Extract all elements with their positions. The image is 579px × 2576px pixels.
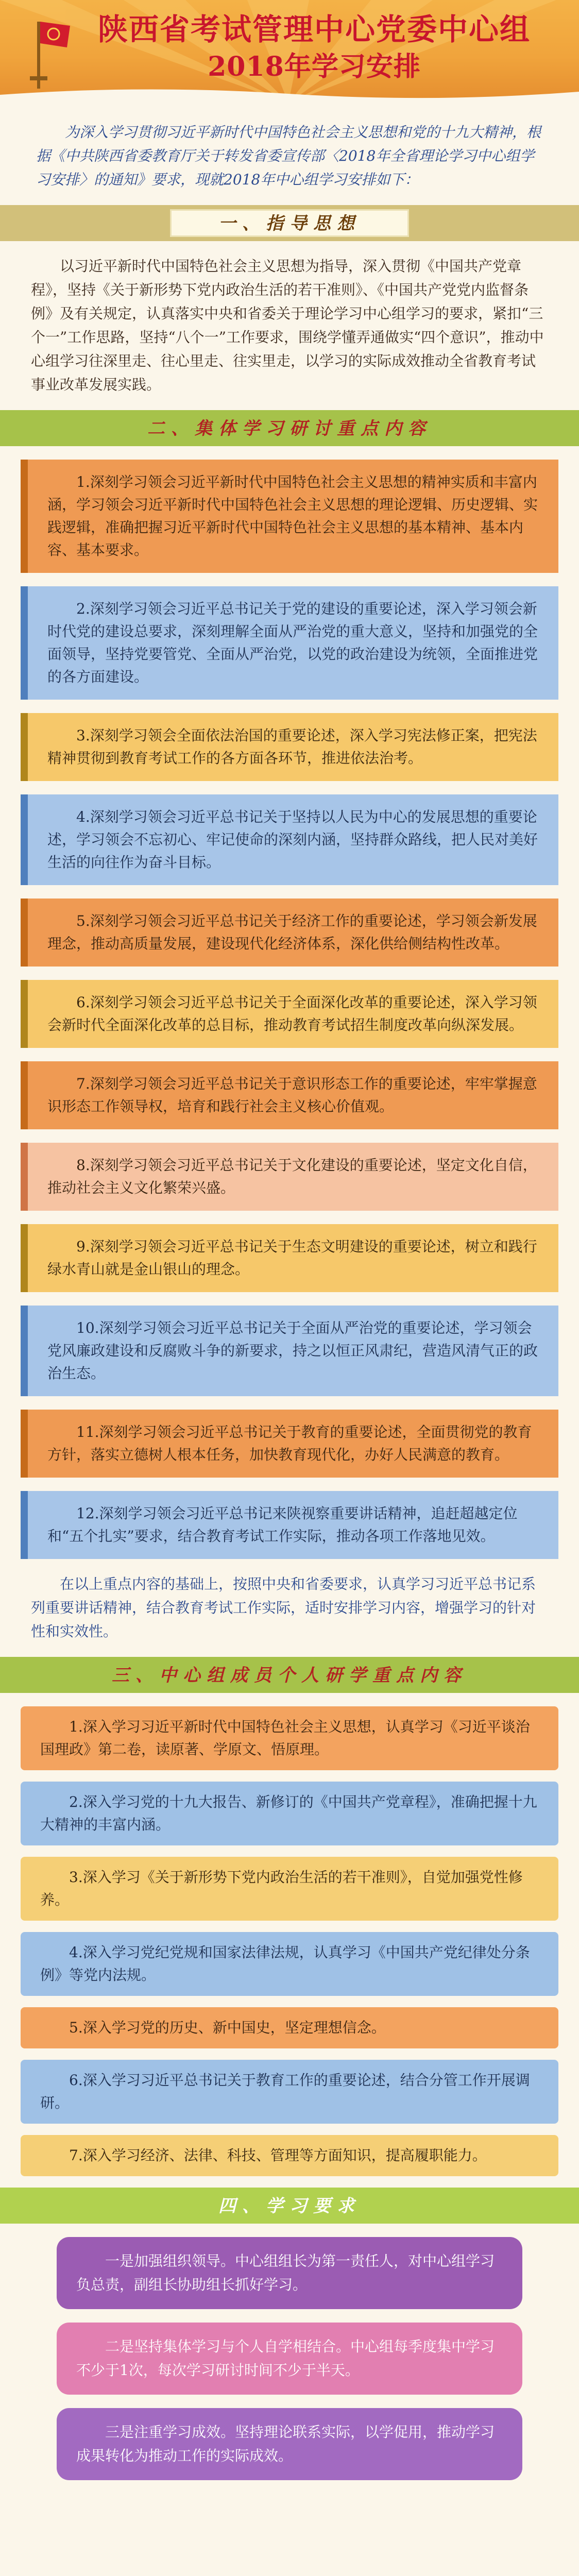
individual-item: 2.深入学习党的十九大报告、新修订的《中国共产党章程》，准确把握十九大精神的丰富内涵。: [21, 1782, 558, 1845]
page-subtitle: 2018年学习安排: [208, 51, 421, 82]
collective-item: 4.深刻学习领会习近平总书记关于坚持以人民为中心的发展思想的重要论述，学习领会不忘初心、牢记使命的深刻内涵，坚持群众路线，把人民对美好生活的向往作为奋斗目标。: [21, 794, 558, 885]
section-title: 二、集体学习研讨重点内容: [147, 418, 432, 439]
section-title: 三、中心组成员个人研学重点内容: [112, 1665, 467, 1686]
individual-item: 6.深入学习习近平总书记关于教育工作的重要论述，结合分管工作开展调研。: [21, 2060, 558, 2124]
collective-item: 2.深刻学习领会习近平总书记关于党的建设的重要论述，深入学习领会新时代党的建设总要求，深刻理解全面从严治党的重大意义，坚持和加强党的全面领导，坚持党要管党、全面从严治党，以党的政治建设为统领，全面推进党的各方面建设。: [21, 586, 558, 700]
collective-item: 6.深刻学习领会习近平总书记关于全面深化改革的重要论述，深入学习领会新时代全面深化改革的总目标，推动教育考试招生制度改革向纵深发展。: [21, 980, 558, 1048]
guiding-paragraph: 以习近平新时代中国特色社会主义思想为指导，深入贯彻《中国共产党章程》，坚持《关于新形势下党内政治生活的若干准则》、《中国共产党党内监督条例》及有关规定，认真落实中央和省委关于理论学习中心组学习的要求，紧扣“三个一”工作思路，坚持“八个一”工作要求，围绕学懂弄通做实“四个意识”，推动中心组学习往深里走、往心里走、往实里走，以学习的实际成效推动全省教育考试事业改革发展实践。: [31, 258, 544, 393]
individual-item: 5.深入学习党的历史、新中国史，坚定理想信念。: [21, 2007, 558, 2048]
header-wave-decoration: [0, 84, 579, 103]
party-emblem-icon: [9, 11, 71, 89]
individual-item: 3.深入学习《关于新形势下党内政治生活的若干准则》，自觉加强党性修养。: [21, 1857, 558, 1921]
collective-note: 在以上重点内容的基础上，按照中央和省委要求，认真学习习近平总书记系列重要讲话精神，结合教育考试工作实际，适时安排学习内容，增强学习的针对性和实效性。: [31, 1575, 536, 1640]
section-title: 一、指导思想: [218, 213, 361, 234]
collective-item: 3.深刻学习领会全面依法治国的重要论述，深入学习宪法修正案，把宪法精神贯彻到教育考试工作的各方面各环节，推进依法治考。: [21, 713, 558, 781]
individual-item: 4.深入学习党纪党规和国家法律法规，认真学习《中国共产党纪律处分条例》等党内法规。: [21, 1932, 558, 1996]
requirement-item: 二是坚持集体学习与个人自学相结合。中心组每季度集中学习不少于1次，每次学习研讨时间不少于半天。: [57, 2323, 522, 2395]
requirement-item: 三是注重学习成效。坚持理论联系实际，以学促用，推动学习成果转化为推动工作的实际成效。: [57, 2408, 522, 2480]
section-heading-collective: [0, 410, 579, 446]
section-heading-individual: [0, 1657, 579, 1693]
collective-item: 12.深刻学习领会习近平总书记来陕视察重要讲话精神，追赶超越定位和“五个扎实”要求，结合教育考试工作实际，推动各项工作落地见效。: [21, 1491, 558, 1559]
requirement-item: 一是加强组织领导。中心组组长为第一责任人，对中心组学习负总责，副组长协助组长抓好学习。: [57, 2237, 522, 2309]
collective-item: 9.深刻学习领会习近平总书记关于生态文明建设的重要论述，树立和践行绿水青山就是金山银山的理念。: [21, 1224, 558, 1292]
collective-item: 10.深刻学习领会习近平总书记关于全面从严治党的重要论述，学习领会党风廉政建设和反腐败斗争的新要求，持之以恒正风肃纪，营造风清气正的政治生态。: [21, 1306, 558, 1396]
header-banner: [0, 0, 579, 103]
collective-item: 8.深刻学习领会习近平总书记关于文化建设的重要论述，坚定文化自信，推动社会主义文化繁荣兴盛。: [21, 1143, 558, 1211]
section-heading-requirements: [0, 2188, 579, 2224]
collective-item: 1.深刻学习领会习近平新时代中国特色社会主义思想的精神实质和丰富内涵，学习领会习近平新时代中国特色社会主义思想的理论逻辑、历史逻辑、实践逻辑，准确把握习近平新时代中国特色社会主义思想的基本精神、基本内容、基本要求。: [21, 460, 558, 573]
page-title: 陕西省考试管理中心党委中心组: [97, 12, 531, 47]
collective-item: 7.深刻学习领会习近平总书记关于意识形态工作的重要论述，牢牢掌握意识形态工作领导权，培育和践行社会主义核心价值观。: [21, 1061, 558, 1129]
collective-item: 5.深刻学习领会习近平总书记关于经济工作的重要论述，学习领会新发展理念，推动高质量发展，建设现代化经济体系，深化供给侧结构性改革。: [21, 899, 558, 967]
intro-paragraph: 为深入学习贯彻习近平新时代中国特色社会主义思想和党的十九大精神，根据《中共陕西省委教育厅关于转发省委宣传部〈2018年全省理论学习中心组学习安排〉的通知》要求，现就2018年中心组学习安排如下：: [36, 124, 541, 188]
individual-item: 7.深入学习经济、法律、科技、管理等方面知识，提高履职能力。: [21, 2135, 558, 2176]
collective-item: 11.深刻学习领会习近平总书记关于教育的重要论述，全面贯彻党的教育方针，落实立德树人根本任务，加快教育现代化，办好人民满意的教育。: [21, 1410, 558, 1478]
section-heading-guiding: [0, 205, 579, 241]
section-title: 四、学习要求: [218, 2196, 361, 2216]
individual-item: 1.深入学习习近平新时代中国特色社会主义思想，认真学习《习近平谈治国理政》第二卷，读原著、学原文、悟原理。: [21, 1706, 558, 1770]
